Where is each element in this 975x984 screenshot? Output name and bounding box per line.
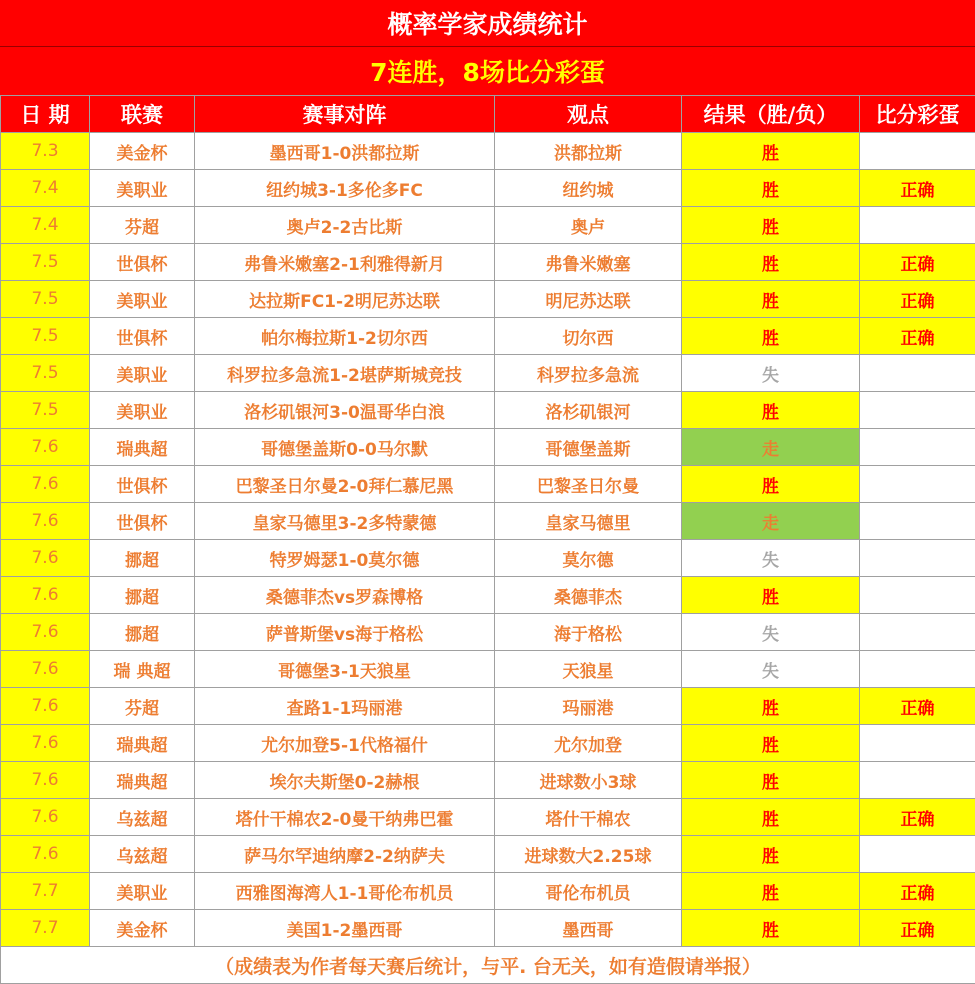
- cell-opinion: 尤尔加登: [495, 725, 682, 762]
- cell-result: 胜: [682, 688, 860, 725]
- cell-match: 奥卢2-2古比斯: [195, 207, 495, 244]
- cell-league: 芬超: [90, 688, 195, 725]
- cell-match: 桑德菲杰vs罗森博格: [195, 577, 495, 614]
- cell-bonus: 正确: [860, 688, 975, 725]
- cell-bonus: [860, 355, 975, 392]
- cell-bonus: 正确: [860, 170, 975, 207]
- cell-opinion: 玛丽港: [495, 688, 682, 725]
- cell-match: 萨普斯堡vs海于格松: [195, 614, 495, 651]
- cell-bonus: [860, 725, 975, 762]
- table-row: [1, 836, 975, 873]
- cell-match: 皇家马德里3-2多特蒙德: [195, 503, 495, 540]
- cell-result: 走: [682, 503, 860, 540]
- cell-opinion: 科罗拉多急流: [495, 355, 682, 392]
- cell-bonus: [860, 207, 975, 244]
- cell-bonus: [860, 762, 975, 799]
- cell-bonus: [860, 133, 975, 170]
- cell-bonus: [860, 503, 975, 540]
- cell-league: 美职业: [90, 170, 195, 207]
- cell-result: 胜: [682, 910, 860, 947]
- cell-league: 世俱杯: [90, 503, 195, 540]
- cell-result: 胜: [682, 133, 860, 170]
- cell-match: 特罗姆瑟1-0莫尔德: [195, 540, 495, 577]
- cell-opinion: 奥卢: [495, 207, 682, 244]
- cell-date: 7.6: [1, 836, 90, 873]
- cell-date: 7.6: [1, 614, 90, 651]
- cell-bonus: 正确: [860, 281, 975, 318]
- cell-bonus: 正确: [860, 873, 975, 910]
- cell-date: 7.5: [1, 392, 90, 429]
- cell-league: 瑞典超: [90, 725, 195, 762]
- table-row: [1, 281, 975, 318]
- cell-bonus: 正确: [860, 244, 975, 281]
- cell-league: 美职业: [90, 873, 195, 910]
- cell-date: 7.6: [1, 429, 90, 466]
- cell-bonus: 正确: [860, 318, 975, 355]
- cell-match: 哥德堡3-1天狼星: [195, 651, 495, 688]
- header-opinion: 观点: [495, 96, 682, 133]
- cell-result: 胜: [682, 207, 860, 244]
- cell-match: 埃尔夫斯堡0-2赫根: [195, 762, 495, 799]
- cell-result: 胜: [682, 577, 860, 614]
- cell-result: 胜: [682, 466, 860, 503]
- cell-match: 科罗拉多急流1-2堪萨斯城竞技: [195, 355, 495, 392]
- results-table: [0, 95, 975, 984]
- cell-opinion: 纽约城: [495, 170, 682, 207]
- header-match: 赛事对阵: [195, 96, 495, 133]
- cell-league: 美金杯: [90, 133, 195, 170]
- cell-bonus: [860, 429, 975, 466]
- cell-league: 瑞典超: [90, 429, 195, 466]
- cell-opinion: 明尼苏达联: [495, 281, 682, 318]
- cell-match: 美国1-2墨西哥: [195, 910, 495, 947]
- cell-match: 西雅图海湾人1-1哥伦布机员: [195, 873, 495, 910]
- cell-bonus: [860, 614, 975, 651]
- cell-date: 7.6: [1, 688, 90, 725]
- cell-result: 胜: [682, 873, 860, 910]
- table-row: [1, 540, 975, 577]
- cell-opinion: 哥德堡盖斯: [495, 429, 682, 466]
- page-title: 概率学家成绩统计: [0, 0, 975, 47]
- cell-date: 7.7: [1, 873, 90, 910]
- table-row: [1, 207, 975, 244]
- cell-league: 美职业: [90, 355, 195, 392]
- cell-bonus: [860, 577, 975, 614]
- cell-result: 胜: [682, 318, 860, 355]
- cell-match: 尤尔加登5-1代格福什: [195, 725, 495, 762]
- cell-league: 美金杯: [90, 910, 195, 947]
- table-body: [1, 133, 975, 947]
- cell-bonus: [860, 651, 975, 688]
- table-row: [1, 873, 975, 910]
- cell-result: 胜: [682, 170, 860, 207]
- cell-opinion: 皇家马德里: [495, 503, 682, 540]
- cell-league: 挪超: [90, 540, 195, 577]
- page-subtitle: 7连胜，8场比分彩蛋: [0, 47, 975, 95]
- cell-result: 胜: [682, 799, 860, 836]
- cell-result: 胜: [682, 725, 860, 762]
- cell-match: 墨西哥1-0洪都拉斯: [195, 133, 495, 170]
- table-row: [1, 170, 975, 207]
- cell-result: 失: [682, 355, 860, 392]
- cell-opinion: 巴黎圣日尔曼: [495, 466, 682, 503]
- header-date: 日 期: [1, 96, 90, 133]
- cell-league: 世俱杯: [90, 318, 195, 355]
- cell-date: 7.4: [1, 170, 90, 207]
- table-row: [1, 318, 975, 355]
- cell-bonus: [860, 466, 975, 503]
- cell-league: 挪超: [90, 614, 195, 651]
- cell-league: 瑞典超: [90, 762, 195, 799]
- cell-league: 美职业: [90, 281, 195, 318]
- table-row: [1, 651, 975, 688]
- cell-match: 塔什干棉农2-0曼干纳弗巴霍: [195, 799, 495, 836]
- cell-result: 胜: [682, 392, 860, 429]
- cell-match: 哥德堡盖斯0-0马尔默: [195, 429, 495, 466]
- table-row: [1, 244, 975, 281]
- cell-date: 7.6: [1, 577, 90, 614]
- cell-match: 洛杉矶银河3-0温哥华白浪: [195, 392, 495, 429]
- table-row: [1, 392, 975, 429]
- cell-opinion: 桑德菲杰: [495, 577, 682, 614]
- cell-match: 查路1-1玛丽港: [195, 688, 495, 725]
- cell-date: 7.6: [1, 762, 90, 799]
- table-row: [1, 799, 975, 836]
- table-row: [1, 429, 975, 466]
- cell-date: 7.3: [1, 133, 90, 170]
- header-league: 联赛: [90, 96, 195, 133]
- cell-bonus: [860, 392, 975, 429]
- cell-league: 乌兹超: [90, 799, 195, 836]
- table-row: [1, 910, 975, 947]
- footer-note: （成绩表为作者每天赛后统计，与平. 台无关，如有造假请举报）: [1, 947, 975, 984]
- cell-result: 走: [682, 429, 860, 466]
- table-row: [1, 762, 975, 799]
- cell-opinion: 进球数小3球: [495, 762, 682, 799]
- cell-date: 7.4: [1, 207, 90, 244]
- cell-match: 萨马尔罕迪纳摩2-2纳萨夫: [195, 836, 495, 873]
- table-row: [1, 133, 975, 170]
- table-row: [1, 466, 975, 503]
- cell-date: 7.7: [1, 910, 90, 947]
- footer-row: [1, 947, 975, 984]
- cell-opinion: 洪都拉斯: [495, 133, 682, 170]
- cell-result: 胜: [682, 836, 860, 873]
- cell-date: 7.6: [1, 466, 90, 503]
- cell-league: 乌兹超: [90, 836, 195, 873]
- cell-league: 芬超: [90, 207, 195, 244]
- table-row: [1, 725, 975, 762]
- cell-date: 7.5: [1, 318, 90, 355]
- cell-date: 7.6: [1, 799, 90, 836]
- cell-date: 7.5: [1, 244, 90, 281]
- cell-result: 胜: [682, 281, 860, 318]
- cell-league: 美职业: [90, 392, 195, 429]
- table-row: [1, 577, 975, 614]
- cell-opinion: 天狼星: [495, 651, 682, 688]
- cell-match: 达拉斯FC1-2明尼苏达联: [195, 281, 495, 318]
- cell-result: 失: [682, 614, 860, 651]
- cell-date: 7.6: [1, 725, 90, 762]
- table-row: [1, 503, 975, 540]
- cell-result: 胜: [682, 762, 860, 799]
- cell-league: 瑞 典超: [90, 651, 195, 688]
- cell-opinion: 莫尔德: [495, 540, 682, 577]
- cell-date: 7.6: [1, 540, 90, 577]
- cell-league: 挪超: [90, 577, 195, 614]
- cell-opinion: 切尔西: [495, 318, 682, 355]
- cell-match: 帕尔梅拉斯1-2切尔西: [195, 318, 495, 355]
- cell-date: 7.5: [1, 355, 90, 392]
- cell-match: 巴黎圣日尔曼2-0拜仁慕尼黑: [195, 466, 495, 503]
- header-result: 结果（胜/负）: [682, 96, 860, 133]
- cell-opinion: 哥伦布机员: [495, 873, 682, 910]
- table-row: [1, 688, 975, 725]
- cell-opinion: 海于格松: [495, 614, 682, 651]
- cell-bonus: 正确: [860, 910, 975, 947]
- cell-opinion: 进球数大2.25球: [495, 836, 682, 873]
- cell-result: 失: [682, 651, 860, 688]
- cell-opinion: 弗鲁米嫩塞: [495, 244, 682, 281]
- cell-bonus: [860, 540, 975, 577]
- cell-league: 世俱杯: [90, 466, 195, 503]
- cell-date: 7.5: [1, 281, 90, 318]
- table-row: [1, 614, 975, 651]
- table-header-row: [1, 96, 975, 133]
- table-row: [1, 355, 975, 392]
- cell-match: 弗鲁米嫩塞2-1利雅得新月: [195, 244, 495, 281]
- cell-bonus: 正确: [860, 799, 975, 836]
- cell-match: 纽约城3-1多伦多FC: [195, 170, 495, 207]
- cell-opinion: 洛杉矶银河: [495, 392, 682, 429]
- header-bonus: 比分彩蛋: [860, 96, 975, 133]
- cell-opinion: 墨西哥: [495, 910, 682, 947]
- cell-date: 7.6: [1, 651, 90, 688]
- cell-result: 胜: [682, 244, 860, 281]
- cell-result: 失: [682, 540, 860, 577]
- cell-date: 7.6: [1, 503, 90, 540]
- cell-opinion: 塔什干棉农: [495, 799, 682, 836]
- cell-league: 世俱杯: [90, 244, 195, 281]
- cell-bonus: [860, 836, 975, 873]
